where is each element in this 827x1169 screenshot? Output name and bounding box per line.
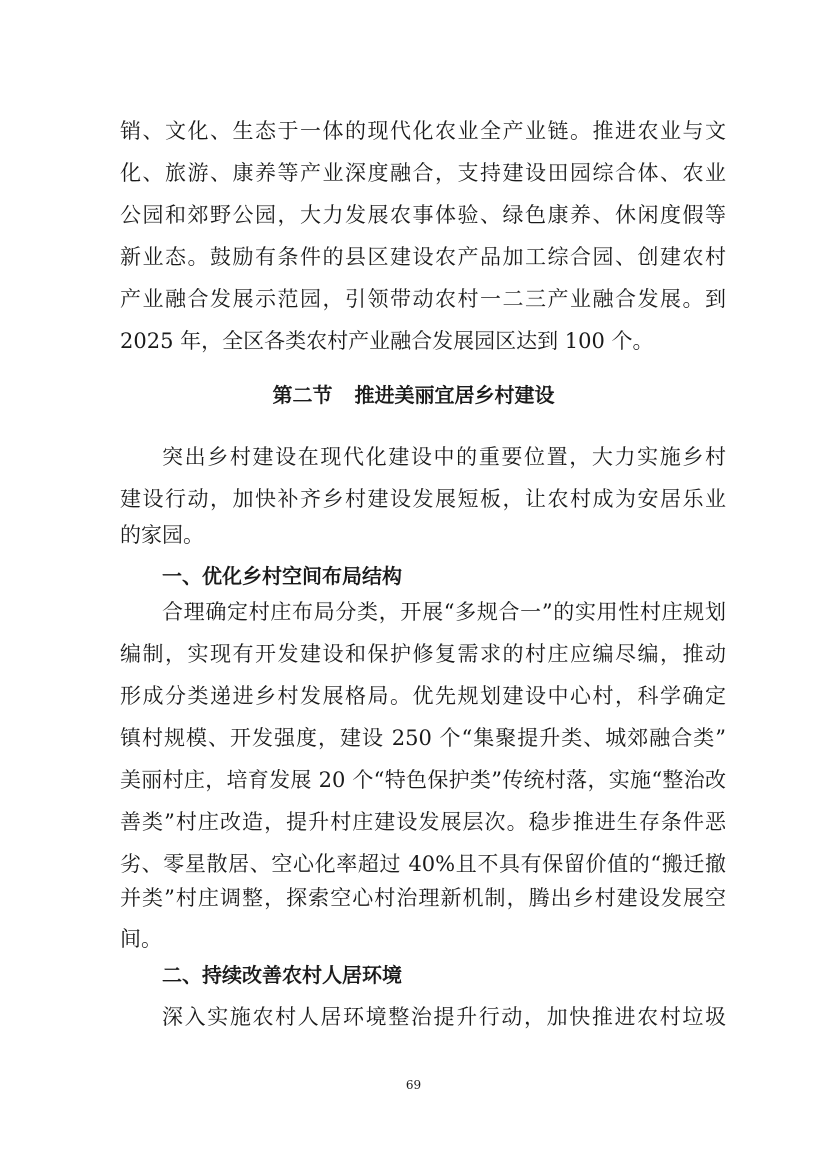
text-line: 编制，实现有开发建设和保护修复需求的村庄应编尽编，推动 bbox=[120, 642, 726, 666]
text-line: 间。 bbox=[120, 927, 162, 951]
section-title bbox=[0, 381, 827, 409]
text-line: 镇村规模、开发强度，建设 250 个“集聚提升类、城郊融合类” bbox=[120, 726, 726, 750]
text-line: 合理确定村庄布局分类，开展“多规合一”的实用性村庄规划 bbox=[162, 600, 726, 624]
subsection-heading: 二、持续改善农村人居环境 bbox=[162, 963, 402, 987]
section-number: 第二节 bbox=[272, 383, 333, 407]
text-line: 销、文化、生态于一体的现代化农业全产业链。推进农业与文 bbox=[120, 119, 726, 143]
text-line: 公园和郊野公园，大力发展农事体验、绿色康养、休闲度假等 bbox=[120, 203, 726, 227]
text-line: 深入实施农村人居环境整治提升行动，加快推进农村垃圾 bbox=[162, 1005, 726, 1029]
page-number: 69 bbox=[405, 1078, 422, 1092]
subsection-heading: 一、优化乡村空间布局结构 bbox=[162, 564, 402, 588]
text-line: 的家园。 bbox=[120, 523, 204, 547]
text-line: 突出乡村建设在现代化建设中的重要位置，大力实施乡村 bbox=[162, 445, 726, 469]
text-line: 新业态。鼓励有条件的县区建设农产品加工综合园、创建农村 bbox=[120, 245, 726, 269]
text-line: 建设行动，加快补齐乡村建设发展短板，让农村成为安居乐业 bbox=[120, 487, 726, 511]
section-heading: 推进美丽宜居乡村建设 bbox=[354, 383, 555, 407]
text-line: 2025 年，全区各类农村产业融合发展园区达到 100 个。 bbox=[120, 329, 654, 353]
text-line: 产业融合发展示范园，引领带动农村一二三产业融合发展。到 bbox=[120, 287, 726, 311]
text-line: 善类”村庄改造，提升村庄建设发展层次。稳步推进生存条件恶 bbox=[120, 810, 726, 834]
text-line: 化、旅游、康养等产业深度融合，支持建设田园综合体、农业 bbox=[120, 161, 726, 185]
text-line: 并类”村庄调整，探索空心村治理新机制，腾出乡村建设发展空 bbox=[120, 886, 726, 910]
text-line: 美丽村庄，培育发展 20 个“特色保护类”传统村落，实施“整治改 bbox=[120, 768, 726, 792]
text-line: 劣、零星散居、空心化率超过 40%且不具有保留价值的“搬迁撤 bbox=[120, 852, 726, 876]
text-line: 形成分类递进乡村发展格局。优先规划建设中心村，科学确定 bbox=[120, 684, 726, 708]
